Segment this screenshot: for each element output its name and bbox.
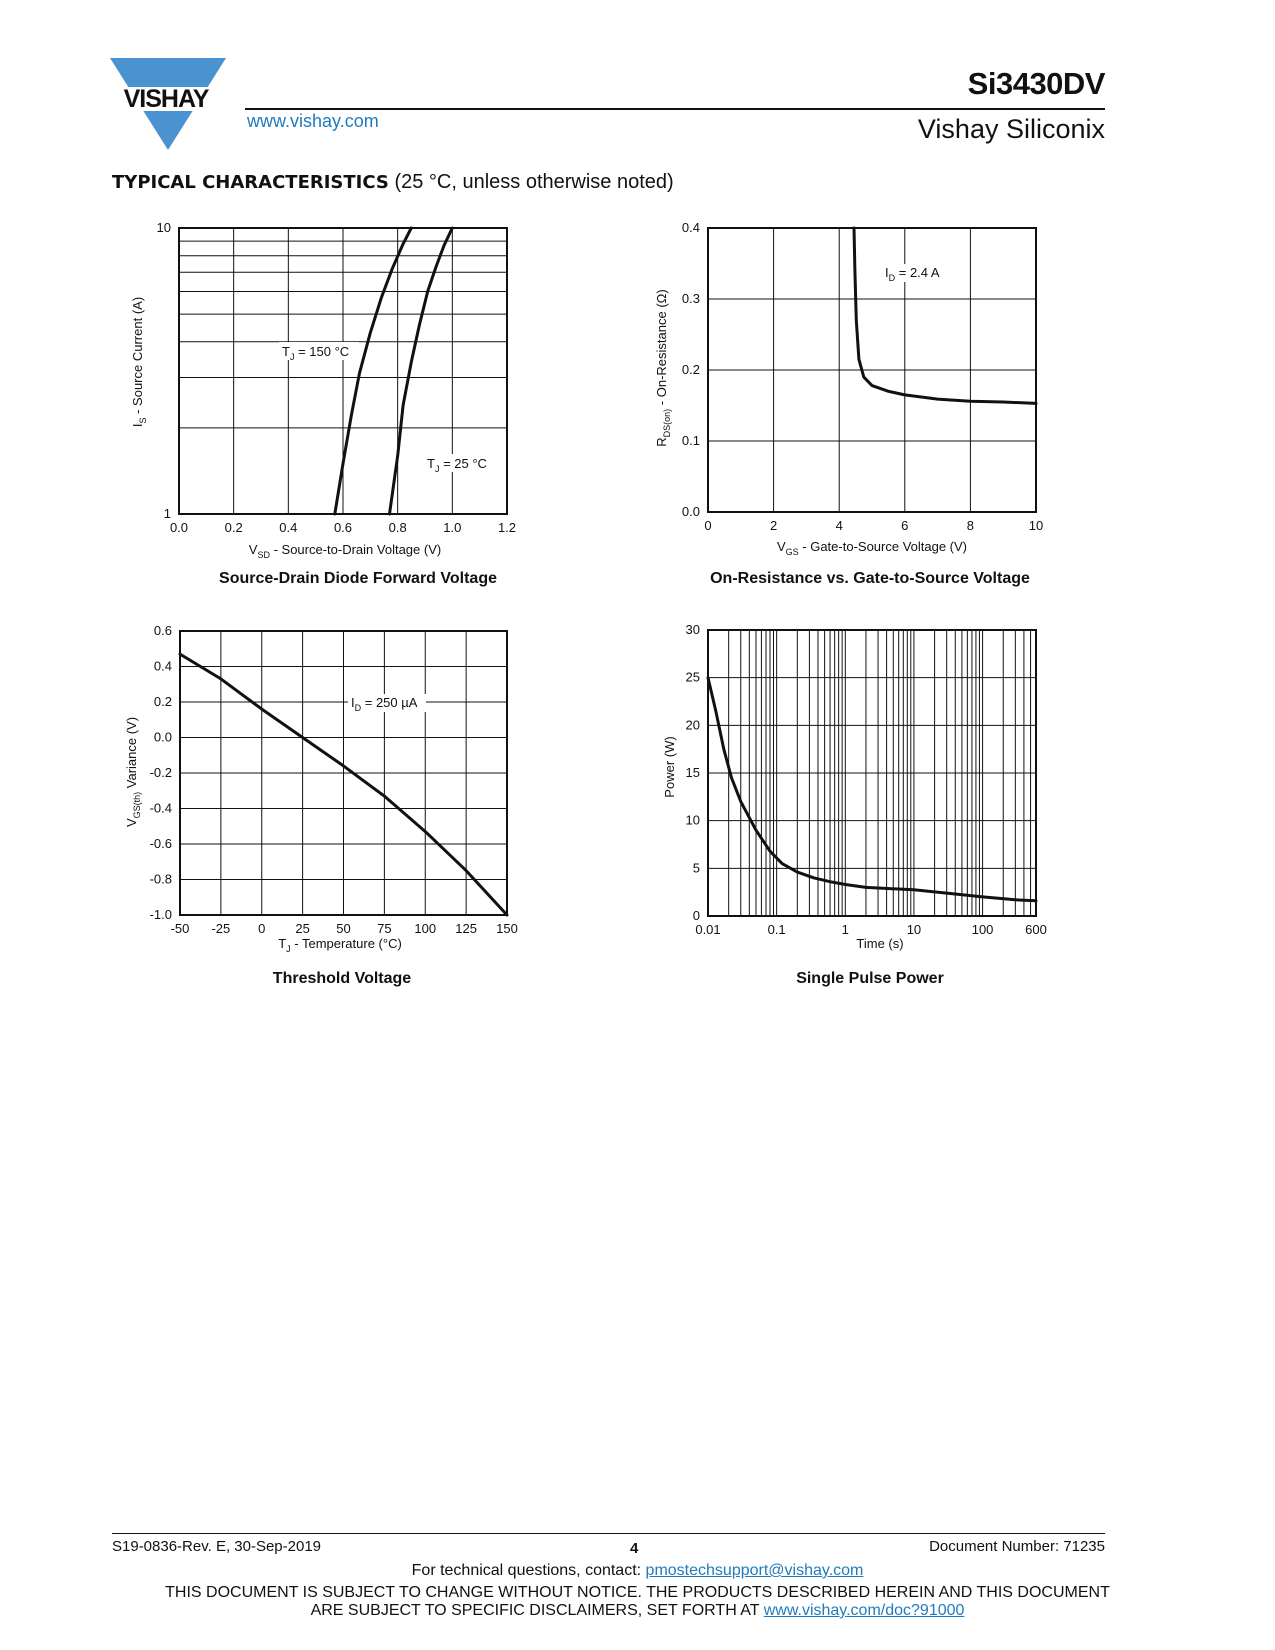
- contact-line: [0, 1562, 1275, 1580]
- x-tick-label: -50: [170, 921, 190, 936]
- y-tick-label: 10: [685, 812, 700, 828]
- y-tick-label: -0.4: [149, 800, 172, 816]
- company-name: Vishay Siliconix: [917, 114, 1105, 144]
- x-tick-label: 0.2: [224, 520, 243, 535]
- x-tick-label: 10: [906, 922, 922, 937]
- x-tick-label: 6: [901, 518, 909, 533]
- revision-text: S19-0836-Rev. E, 30-Sep-2019: [112, 1538, 322, 1555]
- annotation-id: $I_D = 250$ µA: [351, 695, 418, 713]
- x-tick-label: 25: [295, 921, 310, 936]
- y-axis-label: Power (W): [662, 736, 677, 798]
- disclaimer-line-1: THIS DOCUMENT IS SUBJECT TO CHANGE WITHOUT NOTICE. THE PRODUCTS DESCRIBED HEREIN AND THIS DOCUMENT: [165, 1584, 1110, 1601]
- x-tick-label: 75: [377, 921, 392, 936]
- y-tick-label: 25: [685, 669, 700, 685]
- y-tick-label: -1.0: [149, 907, 172, 922]
- x-tick-label: -25: [211, 921, 231, 936]
- chart-source-drain-diode: [110, 215, 530, 565]
- x-tick-label: 150: [496, 921, 518, 936]
- y-tick-label: 20: [685, 717, 700, 733]
- logo-wordmark: VISHAY: [123, 85, 209, 113]
- y-axis-label: $R_{DS(on)}$ - On-Resistance (Ω): [654, 289, 672, 447]
- x-tick-label: 0.6: [333, 520, 353, 535]
- x-tick-label: 0.01: [695, 922, 721, 937]
- section-title: [112, 171, 674, 194]
- y-axis-label: $V_{GS(th)}$ Variance (V): [124, 716, 142, 828]
- x-tick-label: 1.0: [443, 520, 462, 535]
- x-tick-label: 1.2: [497, 520, 517, 535]
- caption-on-resistance: On-Resistance vs. Gate-to-Source Voltage: [710, 570, 1030, 587]
- y-tick-label: 0.1: [681, 433, 700, 448]
- x-axis-label: $V_{SD}$ - Source-to-Drain Voltage (V): [248, 542, 442, 560]
- y-tick-label: 10: [156, 220, 171, 235]
- x-tick-label: 2: [769, 518, 778, 533]
- disclaimer: [0, 1584, 1275, 1620]
- x-tick-label: 10: [1028, 518, 1044, 533]
- caption-single-pulse-power: Single Pulse Power: [796, 970, 944, 987]
- y-tick-label: -0.8: [149, 871, 172, 887]
- x-tick-label: 1: [841, 922, 849, 937]
- y-tick-label: 30: [685, 622, 700, 637]
- header-divider: [245, 108, 1105, 110]
- page-number: 4: [630, 1540, 639, 1557]
- x-tick-label: 50: [336, 921, 351, 936]
- y-tick-label: -0.6: [149, 836, 172, 851]
- x-tick-label: 0.1: [767, 922, 786, 937]
- disclaimer-link[interactable]: www.vishay.com/doc?91000: [763, 1602, 965, 1619]
- caption-threshold-voltage: Threshold Voltage: [272, 970, 412, 987]
- y-tick-label: 0.4: [153, 658, 172, 674]
- x-tick-label: 0: [704, 518, 712, 533]
- x-tick-label: 0.0: [169, 520, 189, 535]
- x-tick-label: 600: [1025, 922, 1047, 937]
- x-tick-label: 0.8: [388, 520, 407, 535]
- y-tick-label: 0.2: [153, 694, 172, 709]
- document-number: Document Number: 71235: [929, 1538, 1105, 1555]
- section-title-bold: TYPICAL CHARACTERISTICS: [112, 172, 389, 193]
- footer-divider: [112, 1533, 1105, 1534]
- y-tick-label: 0: [692, 908, 700, 923]
- series-line: [335, 228, 412, 514]
- x-tick-label: 125: [455, 921, 477, 936]
- chart-on-resistance: [650, 215, 1070, 565]
- section-title-note: (25 °C, unless otherwise noted): [394, 171, 674, 193]
- disclaimer-line-2: ARE SUBJECT TO SPECIFIC DISCLAIMERS, SET FORTH AT www.vishay.com/doc?91000: [310, 1602, 965, 1619]
- chart-single-pulse-power: [650, 615, 1070, 965]
- series-line: [708, 678, 1036, 901]
- website-link[interactable]: www.vishay.com: [247, 111, 379, 131]
- x-tick-label: 0: [258, 921, 266, 936]
- y-tick-label: 0.0: [681, 504, 700, 519]
- annotation-tj-25: $T_J = 25$ °C: [427, 456, 487, 474]
- y-tick-label: -0.2: [149, 765, 172, 780]
- y-tick-label: 0.3: [681, 291, 700, 306]
- y-tick-label: 0.0: [153, 729, 172, 745]
- caption-source-drain-diode: Source-Drain Diode Forward Voltage: [219, 570, 497, 587]
- y-tick-label: 0.4: [681, 220, 700, 235]
- annotation-id: $I_D = 2.4$ A: [885, 265, 940, 283]
- y-tick-label: 15: [685, 765, 700, 780]
- y-tick-label: 1: [163, 506, 171, 521]
- chart-threshold-voltage: [110, 615, 530, 965]
- contact-prefix: For technical questions, contact:: [411, 1562, 646, 1579]
- x-axis-label: Time (s): [856, 936, 904, 951]
- contact-email-link[interactable]: pmostechsupport@vishay.com: [645, 1562, 864, 1579]
- series-line: [854, 228, 1036, 403]
- x-tick-label: 4: [835, 518, 843, 533]
- x-tick-label: 100: [971, 922, 994, 937]
- y-axis-label: $I_S$ - Source Current (A): [130, 296, 148, 428]
- x-tick-label: 0.4: [279, 520, 298, 535]
- x-axis-label: $T_J$ - Temperature (°C): [278, 936, 402, 954]
- y-tick-label: 0.2: [681, 362, 700, 377]
- x-tick-label: 100: [414, 921, 437, 936]
- y-tick-label: 0.6: [153, 623, 172, 638]
- x-tick-label: 8: [966, 518, 975, 533]
- annotation-tj-150: $T_J = 150$ °C: [282, 344, 350, 362]
- y-tick-label: 5: [692, 860, 700, 876]
- vishay-logo: [108, 56, 228, 152]
- part-number: Si3430DV: [967, 66, 1105, 101]
- x-axis-label: $V_{GS}$ - Gate-to-Source Voltage (V): [776, 539, 968, 557]
